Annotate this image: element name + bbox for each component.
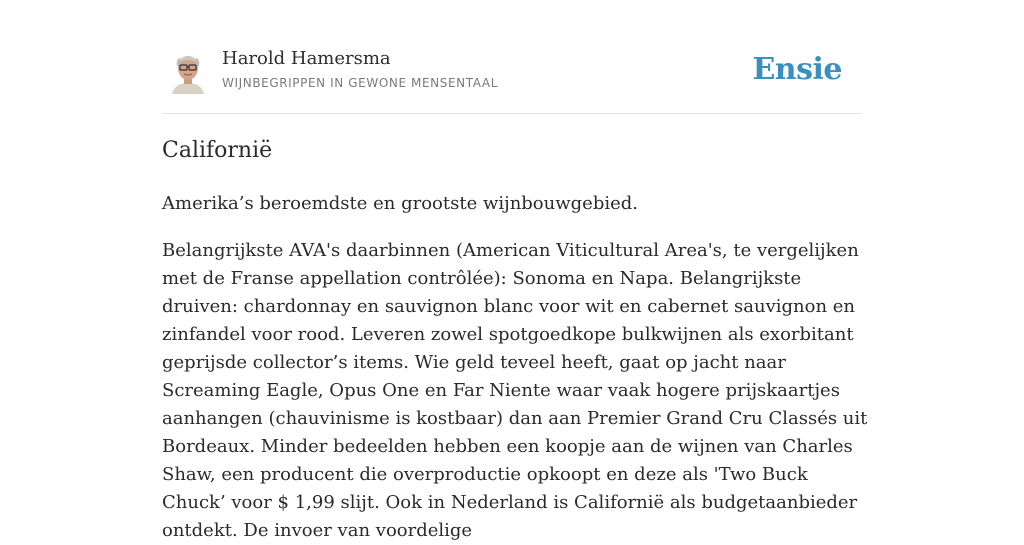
author-header (162, 44, 862, 114)
ensie-logo-link[interactable]: Ensie (752, 52, 842, 87)
header-divider (162, 113, 862, 114)
author-subtitle: WIJNBEGRIPPEN IN GEWONE MENSENTAAL (222, 76, 498, 90)
author-avatar[interactable] (168, 48, 208, 94)
article-paragraph-1: Amerika’s beroemdste en grootste wijnbouwgebied. (162, 193, 638, 214)
author-name[interactable]: Harold Hamersma (222, 48, 391, 69)
page-title: Californië (162, 138, 273, 163)
article-paragraph-2: Belangrijkste AVA's daarbinnen (American Viticultural Area's, te vergelijken met de Franse appellation contrôlée): Sonoma en Napa. Belangrijkste druiven: chardonnay en sauvignon blanc voor wit en cabernet sauvignon en zinfandel voor rood. Leveren zowel spotgoedkope bulkwijnen als exorbitant geprijsde collector’s items. Wie geld teveel heeft, gaat op jacht naar Screaming Eagle, Opus One en Far Niente waar vaak hogere prijskaartjes aanhangen (chauvinisme is kostbaar) dan aan Premier Grand Cru Classés uit Bordeaux. Minder bedeelden hebben een koopje aan de wijnen van Charles Shaw, een producent die overproductie opkoopt en deze als 'Two Buck Chuck’ voor $ 1,99 slijt. Ook in Nederland is Californië als budgetaanbieder ontdekt. De invoer van voordelige (162, 240, 868, 541)
